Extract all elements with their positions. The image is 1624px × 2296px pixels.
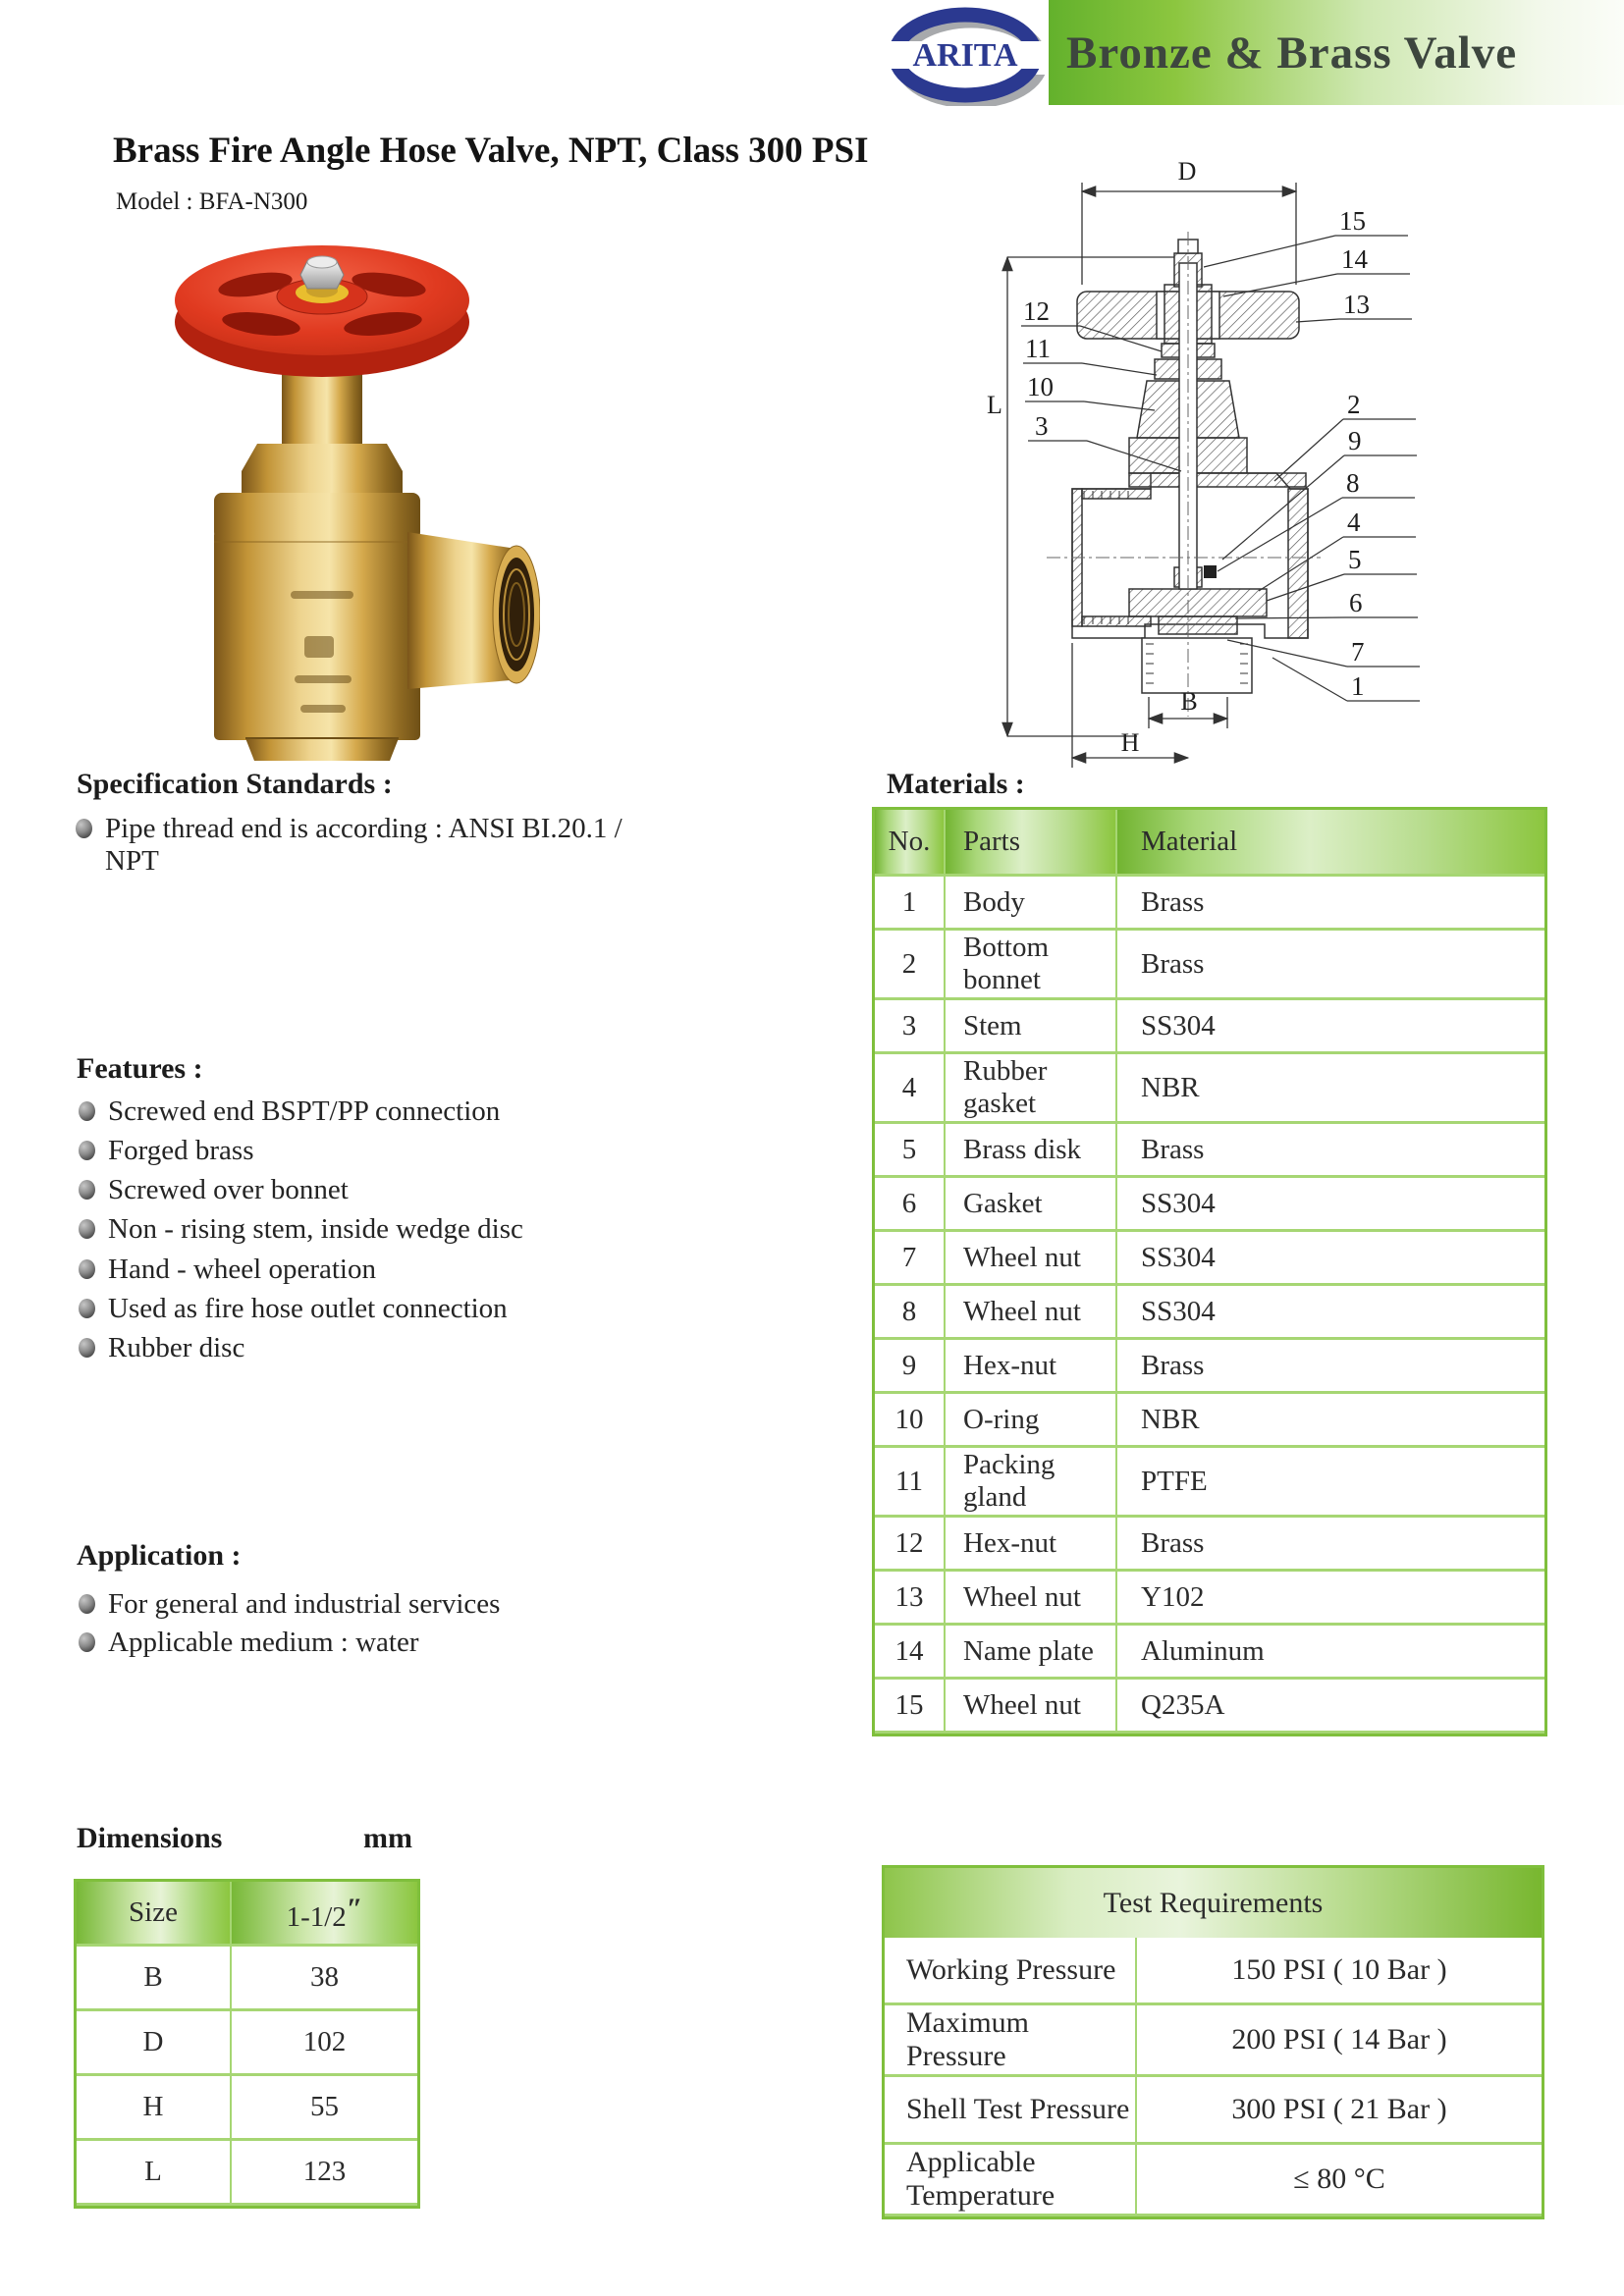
- bullet-icon: [79, 1632, 95, 1652]
- application-item: Applicable medium : water: [108, 1627, 419, 1658]
- cell-material: Q235A: [1117, 1680, 1544, 1734]
- cell-no: 6: [875, 1178, 946, 1232]
- table-row: [875, 1286, 1544, 1340]
- size-label: Size: [77, 1882, 232, 1947]
- feature-item: Screwed end BSPT/PP connection: [108, 1095, 501, 1127]
- col-material: Material: [1117, 810, 1544, 877]
- callout-15: 15: [1339, 206, 1366, 236]
- dim-key: H: [77, 2076, 232, 2141]
- cell-part: Gasket: [946, 1178, 1117, 1232]
- bullet-icon: [79, 1101, 95, 1121]
- dim-value: 102: [232, 2011, 417, 2076]
- dim-label-d: D: [1177, 157, 1197, 186]
- cell-no: 10: [875, 1394, 946, 1448]
- arita-logo-icon: [887, 6, 1046, 106]
- table-row: [875, 1124, 1544, 1178]
- callout-13: 13: [1343, 290, 1370, 319]
- callout-14: 14: [1341, 244, 1368, 274]
- cell-material: NBR: [1117, 1054, 1544, 1124]
- cell-part: Bottom bonnet: [946, 931, 1117, 1000]
- req-label: Maximum Pressure: [885, 2005, 1137, 2077]
- dim-label-h: H: [1120, 728, 1140, 757]
- table-row: [875, 1232, 1544, 1286]
- callout-2: 2: [1347, 390, 1361, 419]
- callout-6: 6: [1349, 588, 1363, 617]
- dim-key: L: [77, 2141, 232, 2206]
- table-row: [77, 2011, 417, 2076]
- table-row: [77, 2076, 417, 2141]
- inch-prime: ″: [346, 1892, 363, 1925]
- bullet-icon: [79, 1259, 95, 1279]
- specification-list: [76, 813, 625, 877]
- bullet-icon: [79, 1338, 95, 1358]
- valve-photo-illustration: [98, 236, 540, 761]
- table-row: [875, 1518, 1544, 1572]
- table-row: [885, 2077, 1542, 2145]
- callout-10: 10: [1027, 372, 1054, 401]
- specification-heading: Specification Standards :: [77, 768, 393, 800]
- callout-5: 5: [1348, 545, 1362, 574]
- dim-value: 123: [232, 2141, 417, 2206]
- cell-no: 5: [875, 1124, 946, 1178]
- callout-4: 4: [1347, 507, 1361, 537]
- table-row: [885, 2005, 1542, 2077]
- list-item: [76, 813, 625, 877]
- cell-part: Packing gland: [946, 1448, 1117, 1518]
- feature-item: Rubber disc: [108, 1332, 245, 1363]
- banner-title: Bronze & Brass Valve: [1066, 27, 1518, 79]
- cell-part: Brass disk: [946, 1124, 1117, 1178]
- table-row: [885, 1938, 1542, 2005]
- dimensions-header-row: [77, 1882, 417, 1947]
- list-item: [79, 1135, 628, 1174]
- features-heading: Features :: [77, 1052, 203, 1085]
- application-list: [79, 1588, 628, 1665]
- col-parts: Parts: [946, 810, 1117, 877]
- table-row: [875, 1340, 1544, 1394]
- application-item: For general and industrial services: [108, 1588, 501, 1620]
- size-value: [232, 1882, 417, 1947]
- table-row: [875, 1572, 1544, 1626]
- size-number: 1-1/2: [286, 1900, 347, 1933]
- cell-no: 12: [875, 1518, 946, 1572]
- header-banner: [1049, 0, 1624, 105]
- cell-material: Aluminum: [1117, 1626, 1544, 1680]
- list-item: [79, 1095, 628, 1135]
- callout-1: 1: [1351, 671, 1365, 701]
- callout-8: 8: [1346, 468, 1360, 498]
- cell-part: Wheel nut: [946, 1572, 1117, 1626]
- list-item: [79, 1627, 628, 1665]
- table-row: [885, 2145, 1542, 2216]
- req-value: 300 PSI ( 21 Bar ): [1137, 2077, 1542, 2145]
- dim-value: 55: [232, 2076, 417, 2141]
- cell-material: Brass: [1117, 931, 1544, 1000]
- cell-material: Brass: [1117, 1340, 1544, 1394]
- arita-logo-text: ARITA: [912, 37, 1018, 74]
- materials-header-row: [875, 810, 1544, 877]
- dimensions-table: [74, 1879, 420, 2209]
- cell-part: Hex-nut: [946, 1340, 1117, 1394]
- cell-part: Rubber gasket: [946, 1054, 1117, 1124]
- cell-part: Wheel nut: [946, 1232, 1117, 1286]
- feature-item: Non - rising stem, inside wedge disc: [108, 1213, 523, 1245]
- table-row: [875, 1000, 1544, 1054]
- cell-no: 11: [875, 1448, 946, 1518]
- product-photo: [98, 236, 540, 761]
- table-row: [875, 1394, 1544, 1448]
- bullet-icon: [79, 1141, 95, 1160]
- cell-material: SS304: [1117, 1232, 1544, 1286]
- table-row: [875, 1178, 1544, 1232]
- features-list: [79, 1095, 628, 1371]
- cell-no: 13: [875, 1572, 946, 1626]
- cell-part: Hex-nut: [946, 1518, 1117, 1572]
- cell-material: Y102: [1117, 1572, 1544, 1626]
- model-number: Model : BFA-N300: [116, 188, 308, 215]
- callout-11: 11: [1025, 334, 1051, 363]
- cell-no: 9: [875, 1340, 946, 1394]
- test-requirements-table: [882, 1865, 1544, 2219]
- cell-material: Brass: [1117, 877, 1544, 931]
- feature-item: Used as fire hose outlet connection: [108, 1293, 508, 1324]
- table-row: [875, 877, 1544, 931]
- cell-material: SS304: [1117, 1286, 1544, 1340]
- req-value: ≤ 80 °C: [1137, 2145, 1542, 2216]
- cell-no: 15: [875, 1680, 946, 1734]
- specification-item: Pipe thread end is according : ANSI BI.20.1 / NPT: [105, 813, 623, 877]
- cell-no: 3: [875, 1000, 946, 1054]
- materials-table: [872, 807, 1547, 1736]
- sectional-drawing: [982, 147, 1624, 795]
- req-value: 150 PSI ( 10 Bar ): [1137, 1938, 1542, 2005]
- table-row: [875, 931, 1544, 1000]
- list-item: [79, 1588, 628, 1627]
- cell-part: Name plate: [946, 1626, 1117, 1680]
- req-label: Shell Test Pressure: [885, 2077, 1137, 2145]
- cell-part: Wheel nut: [946, 1680, 1117, 1734]
- cell-no: 2: [875, 931, 946, 1000]
- arita-logo: [887, 6, 1046, 106]
- cell-material: Brass: [1117, 1518, 1544, 1572]
- test-requirements-heading: Test Requirements: [885, 1868, 1542, 1938]
- cell-part: O-ring: [946, 1394, 1117, 1448]
- table-row: [875, 1680, 1544, 1734]
- page-title: Brass Fire Angle Hose Valve, NPT, Class 300 PSI: [113, 131, 869, 171]
- materials-heading: Materials :: [887, 768, 1025, 800]
- dimensions-unit: mm: [363, 1822, 412, 1854]
- list-item: [79, 1254, 628, 1293]
- callout-7: 7: [1351, 637, 1365, 667]
- table-row: [875, 1054, 1544, 1124]
- cell-part: Wheel nut: [946, 1286, 1117, 1340]
- table-row: [875, 1448, 1544, 1518]
- bullet-icon: [79, 1219, 95, 1239]
- dim-value: 38: [232, 1947, 417, 2011]
- test-requirements-header-row: [885, 1868, 1542, 1938]
- table-row: [875, 1626, 1544, 1680]
- cell-no: 8: [875, 1286, 946, 1340]
- cell-no: 14: [875, 1626, 946, 1680]
- cell-material: PTFE: [1117, 1448, 1544, 1518]
- table-row: [77, 1947, 417, 2011]
- cell-no: 1: [875, 877, 946, 931]
- bullet-icon: [79, 1594, 95, 1614]
- list-item: [79, 1174, 628, 1213]
- dim-key: B: [77, 1947, 232, 2011]
- table-row: [77, 2141, 417, 2206]
- req-label: Applicable Temperature: [885, 2145, 1137, 2216]
- dim-label-l: L: [987, 391, 1002, 419]
- sectional-diagram: [982, 147, 1624, 795]
- cell-material: NBR: [1117, 1394, 1544, 1448]
- callout-9: 9: [1348, 426, 1362, 455]
- list-item: [79, 1293, 628, 1332]
- bullet-icon: [76, 819, 92, 838]
- req-value: 200 PSI ( 14 Bar ): [1137, 2005, 1542, 2077]
- dim-label-b: B: [1180, 687, 1198, 716]
- callout-12: 12: [1023, 296, 1050, 326]
- dimensions-heading: Dimensions: [77, 1822, 223, 1854]
- cell-no: 4: [875, 1054, 946, 1124]
- cell-material: SS304: [1117, 1178, 1544, 1232]
- callout-3: 3: [1035, 411, 1049, 441]
- list-item: [79, 1213, 628, 1254]
- cell-material: Brass: [1117, 1124, 1544, 1178]
- bullet-icon: [79, 1299, 95, 1318]
- application-heading: Application :: [77, 1539, 242, 1572]
- cell-part: Body: [946, 877, 1117, 931]
- cell-material: SS304: [1117, 1000, 1544, 1054]
- col-no: No.: [875, 810, 946, 877]
- feature-item: Screwed over bonnet: [108, 1174, 349, 1205]
- feature-item: Hand - wheel operation: [108, 1254, 376, 1285]
- cell-no: 7: [875, 1232, 946, 1286]
- req-label: Working Pressure: [885, 1938, 1137, 2005]
- feature-item: Forged brass: [108, 1135, 254, 1166]
- dim-key: D: [77, 2011, 232, 2076]
- list-item: [79, 1332, 628, 1371]
- cell-part: Stem: [946, 1000, 1117, 1054]
- bullet-icon: [79, 1180, 95, 1200]
